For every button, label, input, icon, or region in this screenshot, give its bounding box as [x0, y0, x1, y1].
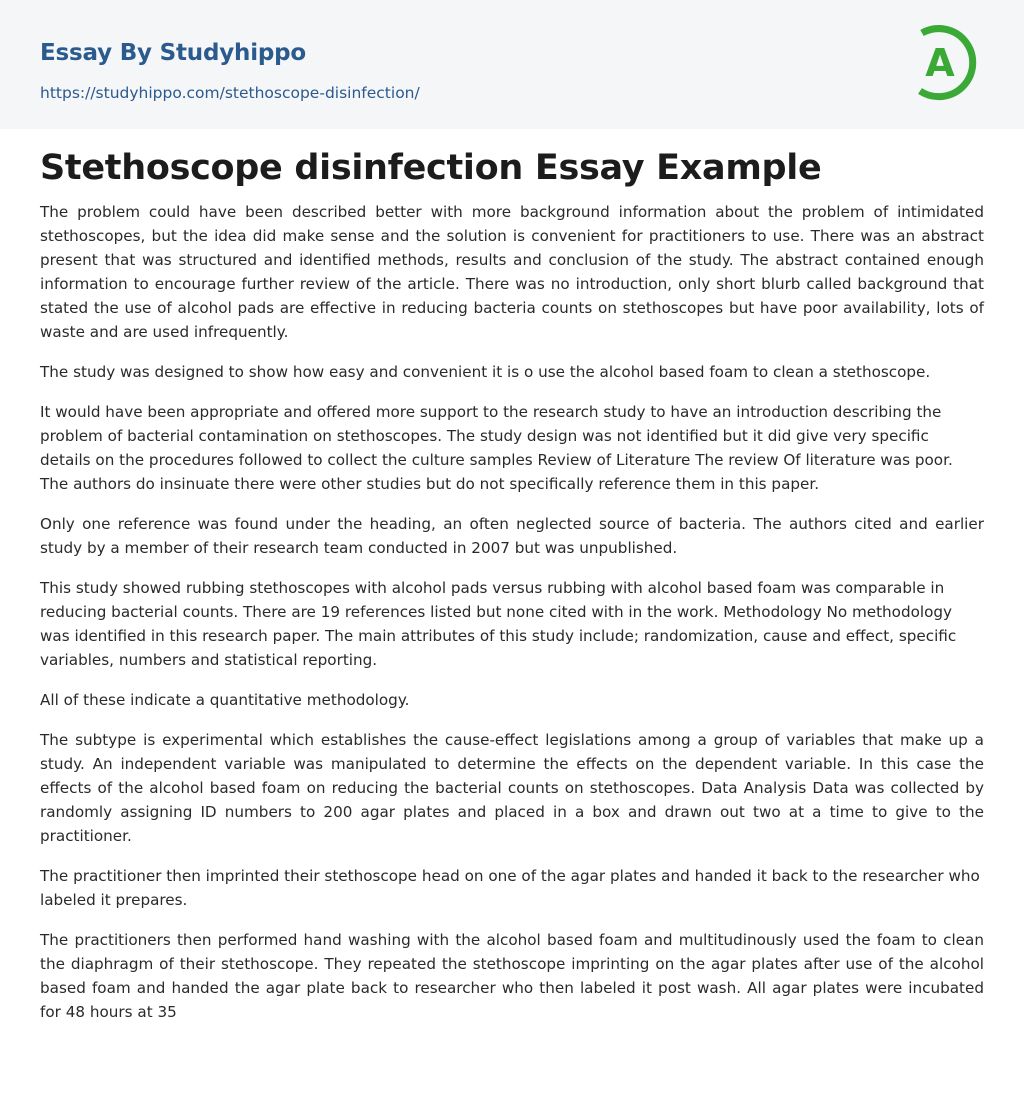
logo-letter: A — [925, 41, 955, 85]
paragraph-5: This study showed rubbing stethoscopes with alcohol pads versus rubbing with alcohol based foam was comparable in reducing bacterial counts. There are 19 references listed but none cited with in the work. Methodology No methodology was identified in this research paper. The main attributes of this study include; randomization, cause and effect, specific variables, numbers and statistical reporting. — [40, 579, 957, 669]
paragraph-9: The practitioners then performed hand washing with the alcohol based foam and multitudinously used the foam to clean the diaphragm of their stethoscope. They repeated the stethoscope imprinting on the agar plates after use of the alcohol based foam and handed the agar plate back to researcher who then labeled it post wash. All agar plates were incubated for 48 hours at 35 — [40, 931, 984, 1021]
circle-a-logo-icon[interactable] — [912, 19, 986, 105]
brand-title[interactable]: Essay By Studyhippo — [40, 40, 307, 66]
source-url-link[interactable]: https://studyhippo.com/stethoscope-disinfection/ — [40, 84, 420, 102]
paragraph-3: It would have been appropriate and offered more support to the research study to have an introduction describing the problem of bacterial contamination on stethoscopes. The study design was not identified but it did give very specific details on the procedures followed to collect the culture samples Review of Literature The review Of literature was poor. The authors do insinuate there were other studies but do not specifically reference them in this paper. — [40, 403, 953, 493]
paragraph-4: Only one reference was found under the heading, an often neglected source of bacteria. The authors cited and earlier study by a member of their research team conducted in 2007 but was unpublished. — [40, 515, 984, 557]
page-title: Stethoscope disinfection Essay Example — [40, 148, 822, 188]
paragraph-7: The subtype is experimental which establishes the cause-effect legislations among a group of variables that make up a study. An independent variable was manipulated to determine the effects on the dependent variable. In this case the effects of the alcohol based foam on reducing the bacterial counts on stethoscopes. Data Analysis Data was collected by randomly assigning ID numbers to 200 agar plates and placed in a box and drawn out two at a time to give to the practitioner. — [40, 731, 984, 845]
paragraph-8: The practitioner then imprinted their stethoscope head on one of the agar plates and handed it back to the researcher who labeled it prepares. — [40, 867, 980, 909]
paragraph-1: The problem could have been described better with more background information about the problem of intimidated stethoscopes, but the idea did make sense and the solution is convenient for practitioners to use. There was an abstract present that was structured and identified methods, results and conclusion of the study. The abstract contained enough information to encourage further review of the article. There was no introduction, only short blurb called background that stated the use of alcohol pads are effective in reducing bacteria counts on stethoscopes but have poor availability, lots of waste and are used infrequently. — [40, 203, 984, 341]
paragraph-6: All of these indicate a quantitative methodology. — [40, 691, 410, 709]
paragraph-2: The study was designed to show how easy and convenient it is o use the alcohol based foam to clean a stethoscope. — [40, 363, 931, 381]
article-body — [40, 200, 984, 1040]
